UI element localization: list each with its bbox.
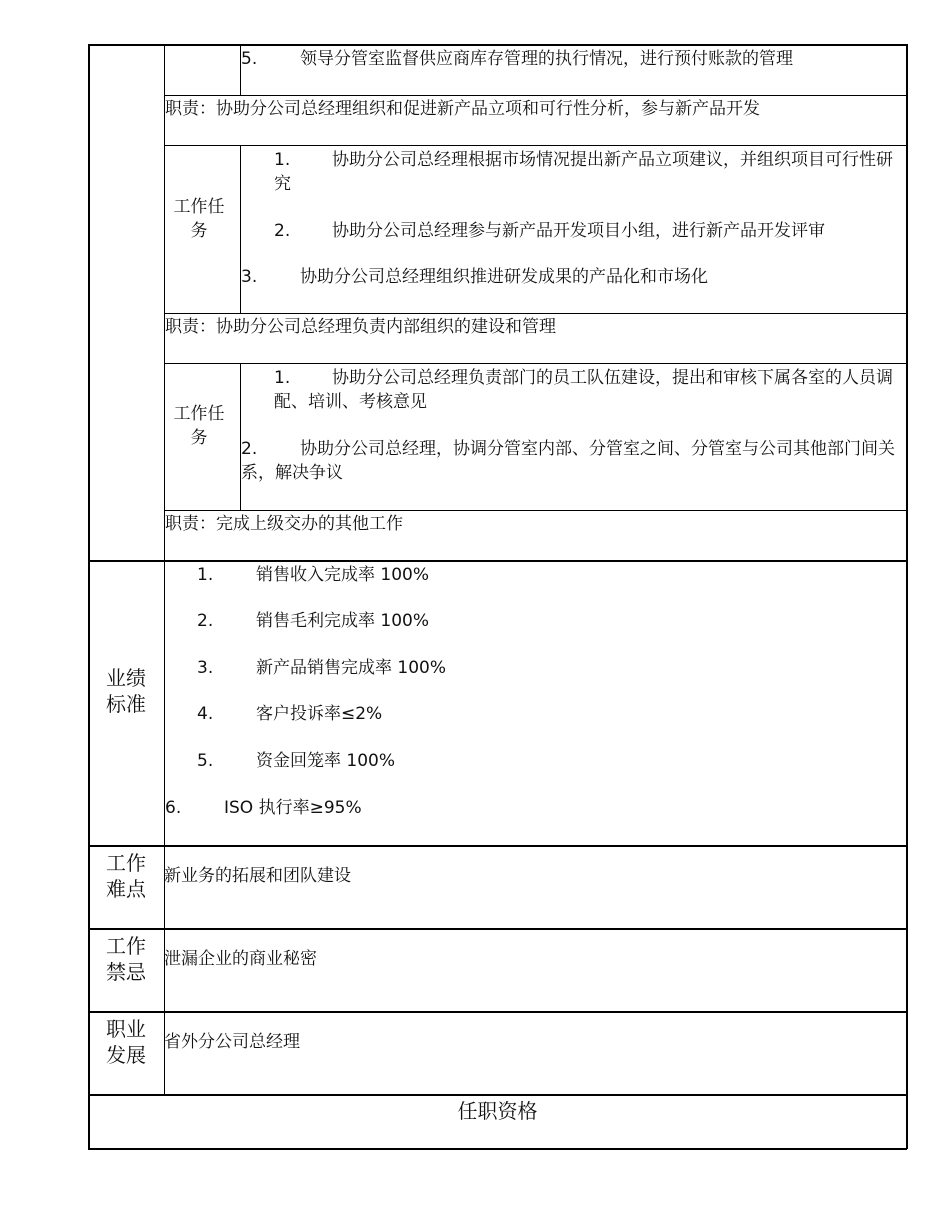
item-number: 2. <box>197 611 214 631</box>
label-column-divider <box>164 44 165 1095</box>
career-label: 职业发展 <box>106 1017 146 1067</box>
table-border-top <box>88 44 907 46</box>
table-border-right <box>906 44 908 1149</box>
row-divider <box>164 313 907 314</box>
performance-item <box>197 749 395 773</box>
item-text: 协助分公司总经理根据市场情况提出新产品立项建议，并组织项目可行性研究 <box>274 150 893 194</box>
item-number: 4. <box>197 704 214 724</box>
item-text: 协助分公司总经理，协调分管室内部、分管室之间、分管室与公司其他部门间关系，解决争议 <box>241 439 895 483</box>
section-divider <box>88 1011 907 1013</box>
section-divider <box>88 1094 907 1096</box>
section-divider <box>88 845 907 847</box>
performance-item <box>197 656 446 680</box>
item-number: 3. <box>197 658 214 678</box>
tasks-label: 工作任务 <box>173 197 225 241</box>
task-item <box>241 265 708 289</box>
duty-statement: 职责：完成上级交办的其他工作 <box>165 514 403 534</box>
section-divider <box>88 928 907 930</box>
item-text: 协助分公司总经理参与新产品开发项目小组，进行新产品开发评审 <box>332 221 825 241</box>
item-number: 1. <box>197 565 214 585</box>
item-number: 5. <box>241 49 258 69</box>
item-text: 领导分管室监督供应商库存管理的执行情况，进行预付账款的管理 <box>300 49 793 69</box>
row-divider <box>164 510 907 511</box>
taboo-label: 工作禁忌 <box>106 934 146 984</box>
duty-statement: 职责：协助分公司总经理组织和促进新产品立项和可行性分析，参与新产品开发 <box>165 99 760 119</box>
task-item <box>274 366 900 414</box>
difficulty-label: 工作难点 <box>106 851 146 901</box>
item-text: 新产品销售完成率 100% <box>256 658 447 678</box>
duty-item <box>241 47 793 71</box>
task-item <box>274 219 825 243</box>
item-number: 2. <box>241 439 258 459</box>
item-text: 协助分公司总经理组织推进研发成果的产品化和市场化 <box>300 267 708 287</box>
performance-item <box>197 563 429 587</box>
row-divider <box>164 145 907 146</box>
taboo-text: 泄漏企业的商业秘密 <box>164 949 317 969</box>
table-border-bottom <box>88 1148 907 1150</box>
item-number: 5. <box>197 751 214 771</box>
task-item <box>274 148 900 196</box>
item-number: 1. <box>274 368 291 388</box>
item-number: 3. <box>241 267 258 287</box>
performance-item <box>197 609 429 633</box>
item-text: ISO 执行率≥95% <box>224 798 362 818</box>
item-text: 销售毛利完成率 100% <box>256 611 430 631</box>
item-number: 6. <box>165 798 182 818</box>
section-divider <box>88 560 907 562</box>
tasks-label: 工作任务 <box>173 404 225 448</box>
qualification-header: 任职资格 <box>457 1099 538 1123</box>
performance-label: 业绩标准 <box>106 666 146 716</box>
difficulty-text: 新业务的拓展和团队建设 <box>164 866 351 886</box>
career-text: 省外分公司总经理 <box>164 1032 300 1052</box>
item-text: 客户投诉率≤2% <box>256 704 383 724</box>
task-item <box>241 437 903 485</box>
table-border-left <box>88 44 90 1149</box>
item-number: 2. <box>274 221 291 241</box>
item-text: 协助分公司总经理负责部门的员工队伍建设，提出和审核下属各室的人员调配、培训、考核意见 <box>274 368 893 412</box>
performance-item <box>197 702 382 726</box>
row-divider <box>164 95 907 96</box>
item-text: 资金回笼率 100% <box>256 751 396 771</box>
item-number: 1. <box>274 150 291 170</box>
performance-item <box>165 796 362 820</box>
row-divider <box>164 363 907 364</box>
duty-statement: 职责：协助分公司总经理负责内部组织的建设和管理 <box>165 317 556 337</box>
item-text: 销售收入完成率 100% <box>256 565 430 585</box>
